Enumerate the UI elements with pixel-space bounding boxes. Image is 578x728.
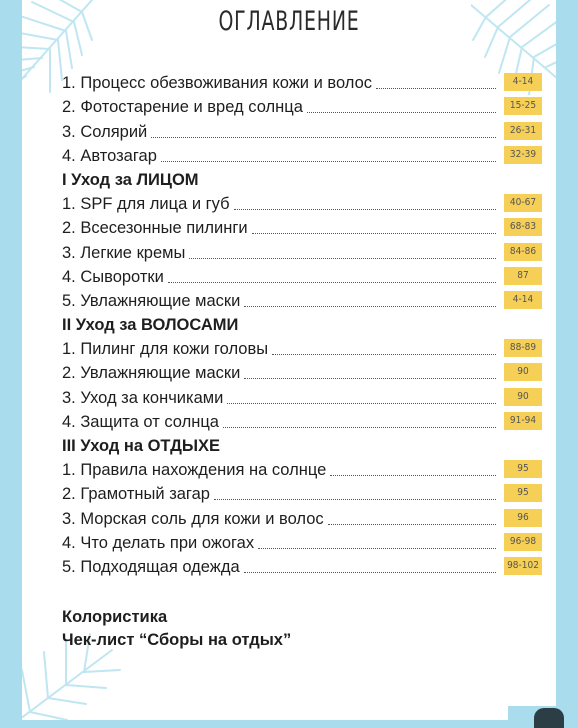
dot-leader [244, 306, 496, 307]
dot-leader [223, 427, 496, 428]
page-range-badge: 96 [504, 509, 542, 527]
toc-entry-label: 2. Увлажняющие маски [62, 364, 241, 383]
dot-leader [168, 282, 496, 283]
toc-entry[interactable] [62, 409, 542, 433]
dot-leader [258, 548, 496, 549]
page-range-badge: 95 [504, 460, 542, 478]
toc-entry[interactable] [62, 457, 542, 481]
toc-entry-label: 5. Подходящая одежда [62, 557, 240, 576]
toc-entry-label: 5. Увлажняющие маски [62, 291, 241, 310]
toc-entry-label: 2. Всесезонные пилинги [62, 219, 248, 238]
toc-entry-label: 4. Сыворотки [62, 267, 164, 286]
toc-entry[interactable] [62, 360, 542, 384]
page-range-badge: 4-14 [504, 73, 542, 91]
dot-leader [328, 524, 496, 525]
dot-leader [214, 499, 496, 500]
toc-entry[interactable] [62, 239, 542, 263]
toc-entry[interactable] [62, 530, 542, 554]
table-of-contents [62, 70, 542, 578]
toc-page [22, 0, 556, 720]
extra-entry[interactable]: Колористика [62, 608, 168, 626]
page-number-tab [534, 708, 564, 728]
toc-entry-label: 4. Что делать при ожогах [62, 533, 255, 552]
page-range-badge: 4-14 [504, 291, 542, 309]
section-heading: II Уход за ВОЛОСАМИ [62, 316, 239, 335]
toc-entry-label: 3. Легкие кремы [62, 243, 186, 262]
toc-entry[interactable] [62, 481, 542, 505]
toc-entry-label: 2. Фотостарение и вред солнца [62, 98, 303, 117]
toc-entry[interactable] [62, 384, 542, 408]
toc-entry-label: 1. SPF для лица и губ [62, 195, 230, 214]
page-range-badge: 90 [504, 388, 542, 406]
dot-leader [227, 403, 496, 404]
toc-entry-label: 4. Защита от солнца [62, 412, 219, 431]
page-range-badge: 26-31 [504, 122, 542, 140]
toc-entry[interactable] [62, 215, 542, 239]
page-range-badge: 40-67 [504, 194, 542, 212]
dot-leader [376, 88, 496, 89]
toc-entry[interactable] [62, 264, 542, 288]
toc-entry-label: 4. Автозагар [62, 146, 157, 165]
page-range-badge: 91-94 [504, 412, 542, 430]
dot-leader [189, 258, 496, 259]
toc-entry-label: 3. Морская соль для кожи и волос [62, 509, 324, 528]
page-range-badge: 15-25 [504, 97, 542, 115]
section-heading: I Уход за ЛИЦОМ [62, 170, 199, 189]
toc-entry[interactable] [62, 94, 542, 118]
extra-entries [62, 606, 291, 652]
dot-leader [234, 209, 496, 210]
dot-leader [307, 112, 496, 113]
page-range-badge: 90 [504, 363, 542, 381]
section-heading: III Уход на ОТДЫХЕ [62, 437, 221, 455]
dot-leader [244, 572, 496, 573]
page-range-badge: 96-98 [504, 533, 542, 551]
page-range-badge: 68-83 [504, 218, 542, 236]
page-range-badge: 32-39 [504, 146, 542, 164]
toc-entry[interactable] [62, 505, 542, 529]
toc-entry[interactable] [62, 554, 542, 578]
toc-entry-label: 1. Процесс обезвоживания кожи и волос [62, 74, 373, 93]
page-range-badge: 84-86 [504, 243, 542, 261]
toc-entry[interactable] [62, 118, 542, 142]
toc-entry-label: 2. Грамотный загар [62, 485, 210, 504]
toc-entry-label: 1. Правила нахождения на солнце [62, 461, 327, 480]
toc-entry[interactable] [62, 70, 542, 94]
toc-entry[interactable] [62, 191, 542, 215]
toc-entry-label: 3. Уход за кончиками [62, 388, 224, 407]
page-range-badge: 88-89 [504, 339, 542, 357]
page-title: ОГЛАВЛЕНИЕ [218, 6, 360, 37]
dot-leader [252, 233, 496, 234]
extra-entry[interactable]: Чек-лист “Сборы на отдых” [62, 631, 292, 649]
dot-leader [330, 475, 496, 476]
dot-leader [272, 354, 496, 355]
toc-entry[interactable] [62, 336, 542, 360]
toc-entry[interactable] [62, 288, 542, 312]
toc-entry-label: 3. Солярий [62, 122, 148, 141]
dot-leader [244, 378, 496, 379]
page-range-badge: 87 [504, 267, 542, 285]
dot-leader [161, 161, 496, 162]
toc-entry-label: 1. Пилинг для кожи головы [62, 340, 269, 359]
page-range-badge: 95 [504, 484, 542, 502]
dot-leader [151, 137, 496, 138]
toc-entry[interactable] [62, 143, 542, 167]
page-range-badge: 98-102 [504, 557, 542, 575]
